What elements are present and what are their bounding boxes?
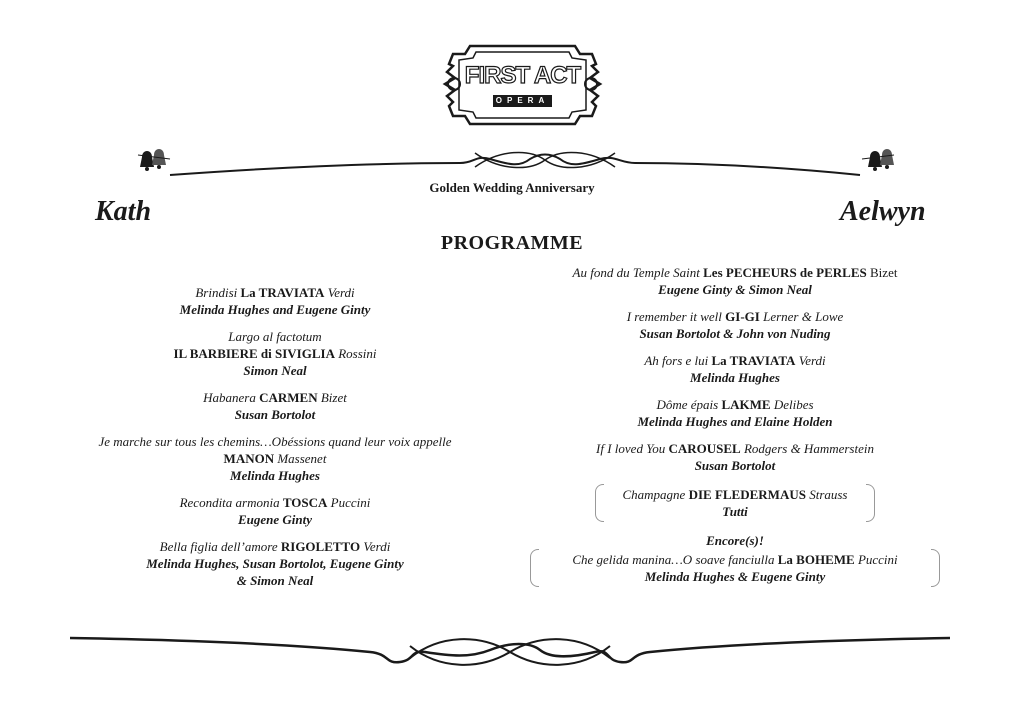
programme-item [60,494,490,528]
opera-title: Les PECHEURS de PERLES [703,265,867,280]
aria-title: Champagne [622,487,686,502]
programme-item [60,284,490,318]
composer: Strauss [809,487,848,502]
programme-item [530,264,940,298]
composer: Massenet [277,451,327,466]
composer: Rodgers & Hammerstein [743,441,874,456]
opera-title: LAKME [721,397,771,412]
performers: Melinda Hughes, Susan Bortolot, Eugene Ginty [146,556,404,571]
performers: Eugene Ginty & Simon Neal [658,282,812,297]
name-left: Kath [95,196,152,227]
programme-left-column [60,284,490,599]
composer: Verdi [798,353,826,368]
bottom-flourish-divider [70,628,950,678]
bracket-group [595,484,875,522]
encore-heading: Encore(s)! [706,533,764,548]
opera-title: La TRAVIATA [711,353,796,368]
programme-item [530,308,940,342]
opera-title: La TRAVIATA [240,285,325,300]
programme-item [530,352,940,386]
programme-item [60,538,490,589]
programme-right-column [530,264,940,587]
performers: Melinda Hughes [690,370,780,385]
logo-sub-text: OPERA [493,95,552,107]
composer: Puccini [857,552,898,567]
top-flourish-divider [130,145,900,185]
programme-item-bracketed [595,484,875,522]
performers: Susan Bortolot [694,458,776,473]
logo-text [440,42,605,128]
composer: Verdi [327,285,355,300]
encore-item [530,532,940,587]
opera-title: IL BARBIERE di SIVIGLIA [173,346,335,361]
bracket-group [530,549,940,587]
programme-item [60,389,490,423]
composer: Delibes [773,397,814,412]
aria-title: Au fond du Temple Saint [572,265,700,280]
opera-title: DIE FLEDERMAUS [688,487,806,502]
occasion-title: Golden Wedding Anniversary [429,180,595,195]
opera-title: MANON [223,451,275,466]
performers: Eugene Ginty [237,512,313,527]
opera-title: GI-GI [725,309,760,324]
aria-title: Brindisi [195,285,238,300]
composer: Verdi [363,539,391,554]
composer: Puccini [330,495,371,510]
aria-title: Dôme épais [656,397,719,412]
opera-title: TOSCA [282,495,328,510]
aria-title: Ah fors e lui [644,353,709,368]
performers: Tutti [722,504,748,519]
aria-title: I remember it well [626,309,722,324]
performers: Melinda Hughes & Eugene Ginty [644,569,826,584]
composer: Bizet [870,265,898,280]
aria-title: Che gelida manina…O soave fanciulla [572,552,775,567]
composer: Lerner & Lowe [763,309,844,324]
opera-title: CARMEN [259,390,318,405]
composer: Bizet [320,390,347,405]
programme-title: PROGRAMME [440,232,584,254]
performers: Susan Bortolot & John von Nuding [639,326,831,341]
aria-title: Recondita armonia [179,495,280,510]
name-right: Aelwyn [840,196,926,227]
performers: Simon Neal [243,363,307,378]
opera-title: RIGOLETTO [280,539,361,554]
programme-item [530,396,940,430]
performers-continued: & Simon Neal [236,573,314,588]
programme-item [60,328,490,379]
logo-main-text: FIRST ACT [464,62,581,89]
performers: Susan Bortolot [234,407,316,422]
bells-left-icon [138,149,170,171]
performers: Melinda Hughes [230,468,320,483]
programme-item [60,433,490,484]
opera-title: CAROUSEL [668,441,741,456]
programme-item [530,440,940,474]
performers: Melinda Hughes and Elaine Holden [637,414,833,429]
aria-title: If I loved You [596,441,666,456]
composer: Rossini [338,346,377,361]
aria-title: Largo al factotum [228,329,322,344]
aria-title: Bella figlia dell’amore [159,539,278,554]
bells-right-icon [862,149,894,171]
aria-title: Je marche sur tous les chemins…Obéssions quand leur voix appelle [98,434,452,449]
performers: Melinda Hughes and Eugene Ginty [179,302,371,317]
aria-title: Habanera [203,390,256,405]
opera-title: La BOHEME [777,552,855,567]
